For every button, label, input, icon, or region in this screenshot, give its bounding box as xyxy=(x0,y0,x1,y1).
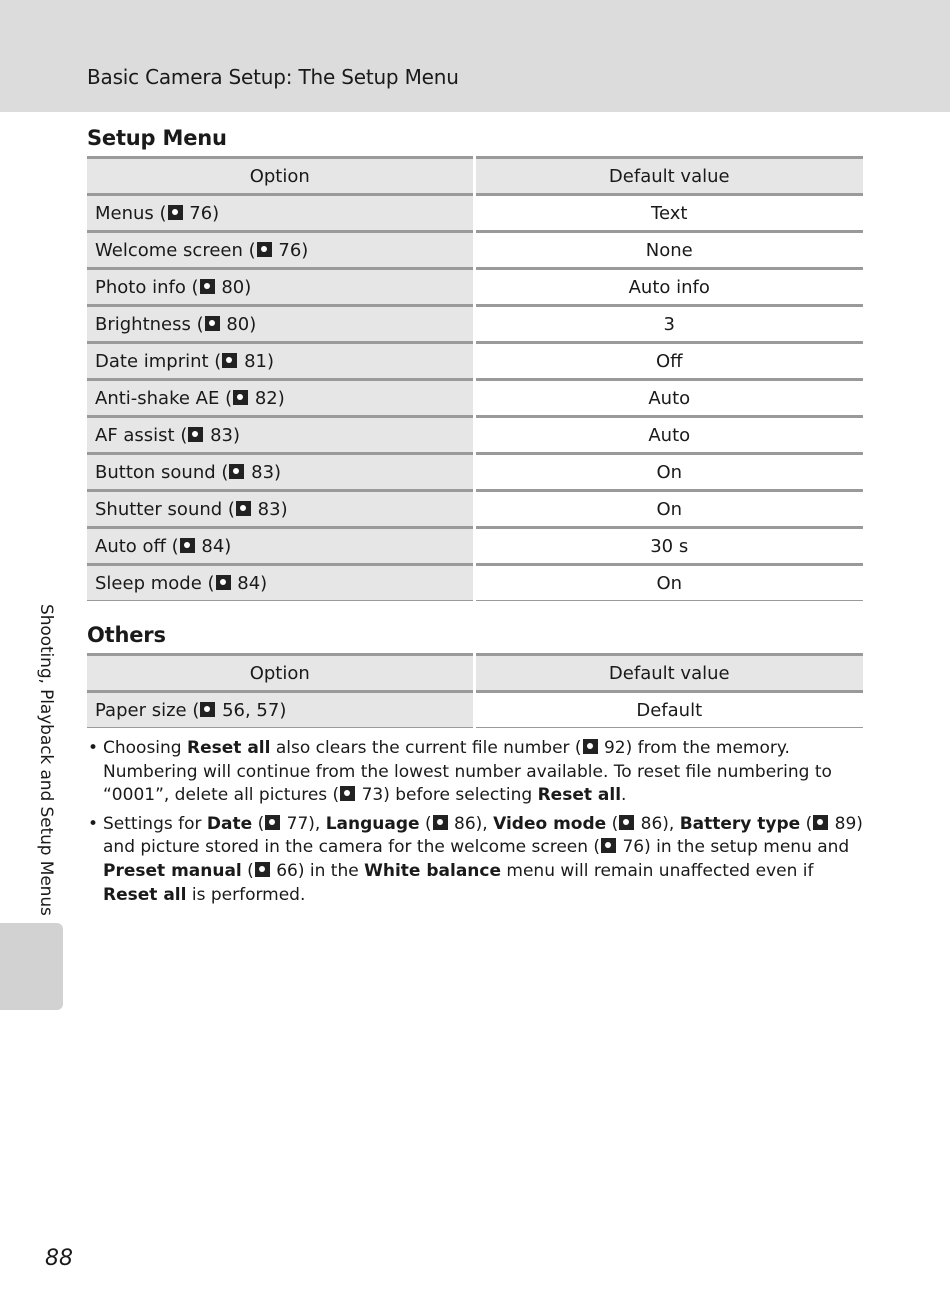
option-label: Photo info ( xyxy=(95,276,199,298)
reference-icon xyxy=(433,815,448,830)
table-row xyxy=(87,306,863,343)
note-emphasis: Battery type xyxy=(679,813,801,834)
setup-menu-title: Setup Menu xyxy=(87,126,227,150)
option-page-ref: 80) xyxy=(221,276,252,298)
note-text: 86), xyxy=(448,813,494,834)
reference-icon xyxy=(257,242,272,257)
reference-icon xyxy=(222,353,237,368)
option-cell xyxy=(87,195,474,232)
reference-icon xyxy=(180,538,195,553)
reference-icon xyxy=(200,702,215,717)
note-text: also clears the current file number ( xyxy=(270,738,582,758)
note-emphasis: Language xyxy=(325,813,420,834)
column-header-default-value: Default value xyxy=(474,655,863,692)
reference-icon xyxy=(168,205,183,220)
note-text: 86), xyxy=(635,813,680,834)
table-row xyxy=(87,565,863,601)
option-page-ref: 83) xyxy=(210,424,241,446)
note-emphasis: Video mode xyxy=(493,813,607,834)
notes-list xyxy=(87,737,867,912)
column-header-default-value: Default value xyxy=(474,158,863,195)
option-cell xyxy=(87,343,474,380)
note-text: 73) before selecting xyxy=(356,785,538,806)
note-text: 92) from the memory. Numbering will continue from the lowest number available. To reset file numbering to “0001”, delete all pictures ( xyxy=(103,738,832,806)
column-header-option: Option xyxy=(87,158,474,195)
table-row xyxy=(87,232,863,269)
reference-icon xyxy=(813,815,828,830)
default-value-cell: On xyxy=(474,454,863,491)
table-row xyxy=(87,417,863,454)
option-cell xyxy=(87,380,474,417)
note-text: ( xyxy=(606,813,619,834)
note-item xyxy=(87,737,867,808)
table-row xyxy=(87,380,863,417)
option-page-ref: 80) xyxy=(226,313,257,335)
header-title: Basic Camera Setup: The Setup Menu xyxy=(87,65,459,89)
option-page-ref: 83) xyxy=(257,498,288,520)
note-emphasis: Reset all xyxy=(537,785,622,806)
option-label: Welcome screen ( xyxy=(95,239,256,261)
note-text: ( xyxy=(241,860,254,881)
page-number: 88 xyxy=(45,1246,73,1271)
table-header-row xyxy=(87,158,863,195)
option-cell xyxy=(87,306,474,343)
note-text: 89) and picture stored in the camera for the welcome screen ( xyxy=(103,813,863,858)
option-page-ref: 76) xyxy=(278,239,309,261)
note-text: is performed. xyxy=(186,884,306,905)
note-text: Settings for xyxy=(103,813,207,834)
column-header-option: Option xyxy=(87,655,474,692)
reference-icon xyxy=(255,862,270,877)
setup-menu-table xyxy=(87,156,863,601)
option-page-ref: 82) xyxy=(254,387,285,409)
note-emphasis: White balance xyxy=(364,860,501,881)
default-value-cell: 3 xyxy=(474,306,863,343)
default-value-cell: Auto info xyxy=(474,269,863,306)
table-row xyxy=(87,491,863,528)
option-cell xyxy=(87,454,474,491)
option-label: Auto off ( xyxy=(95,535,179,557)
note-emphasis: Preset manual xyxy=(103,860,242,881)
note-text: . xyxy=(621,785,627,806)
option-cell xyxy=(87,232,474,269)
default-value-cell: Text xyxy=(474,195,863,232)
option-label: Anti-shake AE ( xyxy=(95,387,233,409)
option-page-ref: 83) xyxy=(251,461,282,483)
reference-icon xyxy=(229,464,244,479)
option-label: Date imprint ( xyxy=(95,350,222,372)
option-page-ref: 76) xyxy=(189,202,220,224)
note-item xyxy=(87,813,867,907)
option-label: Sleep mode ( xyxy=(95,572,215,594)
option-page-ref: 81) xyxy=(244,350,274,372)
table-row xyxy=(87,195,863,232)
note-emphasis: Date xyxy=(206,813,253,834)
note-text: Choosing xyxy=(103,738,187,758)
note-text: 76) in the setup menu and xyxy=(617,837,850,858)
reference-icon xyxy=(340,786,355,801)
note-text: menu will remain unaffected even if xyxy=(501,860,814,881)
option-label: Brightness ( xyxy=(95,313,204,335)
reference-icon xyxy=(200,279,215,294)
option-label: Shutter sound ( xyxy=(95,498,235,520)
option-label: AF assist ( xyxy=(95,424,188,446)
reference-icon xyxy=(233,390,248,405)
reference-icon xyxy=(619,815,634,830)
option-label: Menus ( xyxy=(95,202,167,224)
option-cell xyxy=(87,528,474,565)
reference-icon xyxy=(265,815,280,830)
note-emphasis: Reset all xyxy=(103,884,187,905)
note-text: ( xyxy=(800,813,813,834)
table-row xyxy=(87,692,863,728)
option-cell xyxy=(87,692,474,728)
reference-icon xyxy=(236,501,251,516)
option-page-ref: 84) xyxy=(201,535,232,557)
option-label: Button sound ( xyxy=(95,461,229,483)
note-text: ( xyxy=(419,813,432,834)
option-cell xyxy=(87,269,474,306)
reference-icon xyxy=(188,427,203,442)
note-text: 77), xyxy=(281,813,326,834)
table-row xyxy=(87,343,863,380)
note-text: ( xyxy=(252,813,265,834)
table-row xyxy=(87,528,863,565)
default-value-cell: Auto xyxy=(474,380,863,417)
reference-icon xyxy=(601,838,616,853)
default-value-cell: None xyxy=(474,232,863,269)
default-value-cell: Auto xyxy=(474,417,863,454)
reference-icon xyxy=(205,316,220,331)
option-page-ref: 56, 57) xyxy=(222,699,287,721)
note-emphasis: Reset all xyxy=(187,738,271,758)
others-table xyxy=(87,653,863,728)
default-value-cell: Off xyxy=(474,343,863,380)
side-tab-marker xyxy=(0,923,63,1010)
default-value-cell: Default xyxy=(474,692,863,728)
option-cell xyxy=(87,565,474,601)
default-value-cell: On xyxy=(474,491,863,528)
option-cell xyxy=(87,491,474,528)
note-text: 66) in the xyxy=(270,860,365,881)
table-row xyxy=(87,454,863,491)
option-page-ref: 84) xyxy=(237,572,268,594)
side-section-label: Shooting, Playback and Setup Menus xyxy=(36,604,56,916)
option-label: Paper size ( xyxy=(95,699,200,721)
reference-icon xyxy=(583,739,598,754)
others-title: Others xyxy=(87,623,166,647)
table-row xyxy=(87,269,863,306)
page-header xyxy=(0,0,950,112)
table-header-row xyxy=(87,655,863,692)
default-value-cell: On xyxy=(474,565,863,601)
reference-icon xyxy=(216,575,231,590)
option-cell xyxy=(87,417,474,454)
default-value-cell: 30 s xyxy=(474,528,863,565)
